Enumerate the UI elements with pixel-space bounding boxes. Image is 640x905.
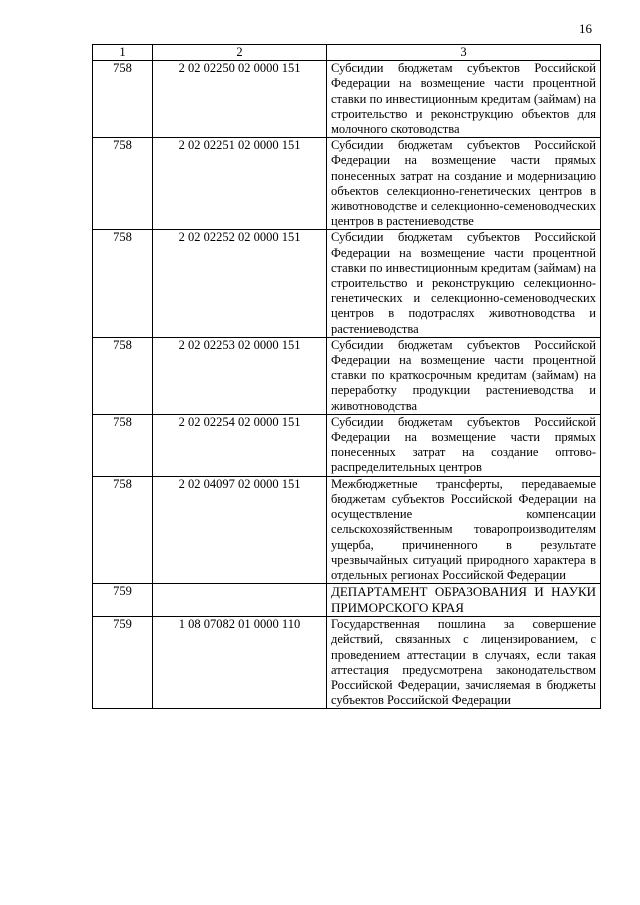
description-cell: Субсидии бюджетам субъектов Российской Федерации на возмещение части процентной ставки по краткосрочным кредитам (займам) на переработку продукции растениеводства и животноводства [327,337,601,414]
admin-code-cell: 758 [93,337,153,414]
budget-code-cell: 2 02 02251 02 0000 151 [153,138,327,230]
budget-code-cell: 2 02 04097 02 0000 151 [153,476,327,583]
column-header-admin: 1 [93,45,153,61]
table-row-department [93,584,601,617]
description-cell: Субсидии бюджетам субъектов Российской Федерации на возмещение части прямых понесенных затрат на создание оптово-распределительных центров [327,414,601,476]
table-row [93,337,601,414]
budget-code-cell [153,584,327,617]
table-row [93,476,601,583]
description-cell: Межбюджетные трансферты, передаваемые бюджетам субъектов Российской Федерации на осуществление компенсации сельскохозяйственным товаропроизводителям ущерба, причиненного в результате чрезвычайных ситуаций природного характера в отдельных регионах Российской Федерации [327,476,601,583]
table-row [93,61,601,138]
table-row [93,617,601,709]
admin-code-cell: 759 [93,617,153,709]
description-cell: Субсидии бюджетам субъектов Российской Федерации на возмещение части прямых понесенных затрат на создание и модернизацию объектов селекционно-генетических центров в животноводстве и селекционно-семеноводческих центров в растениеводстве [327,138,601,230]
table-header-row [93,45,601,61]
admin-code-cell: 758 [93,476,153,583]
admin-code-cell: 758 [93,230,153,337]
admin-code-cell: 758 [93,414,153,476]
table-row [93,138,601,230]
column-header-code: 2 [153,45,327,61]
budget-classification-table [92,44,601,709]
page-number: 16 [579,21,592,36]
table-row [93,230,601,337]
budget-code-cell: 2 02 02253 02 0000 151 [153,337,327,414]
description-cell: Субсидии бюджетам субъектов Российской Федерации на возмещение части процентной ставки по инвестиционным кредитам (займам) на строительство и реконструкцию объектов для молочного скотоводства [327,61,601,138]
admin-code-cell: 759 [93,584,153,617]
budget-code-cell: 1 08 07082 01 0000 110 [153,617,327,709]
column-header-description: 3 [327,45,601,61]
department-heading-cell: ДЕПАРТАМЕНТ ОБРАЗОВАНИЯ И НАУКИ ПРИМОРСКОГО КРАЯ [327,584,601,617]
description-cell: Субсидии бюджетам субъектов Российской Федерации на возмещение части процентной ставки по инвестиционным кредитам (займам) на строительство и реконструкцию селекционно-генетических и селекционно-семеноводческих центров в подотраслях животноводства и растениеводства [327,230,601,337]
admin-code-cell: 758 [93,138,153,230]
table-row [93,414,601,476]
budget-code-cell: 2 02 02254 02 0000 151 [153,414,327,476]
admin-code-cell: 758 [93,61,153,138]
budget-code-cell: 2 02 02250 02 0000 151 [153,61,327,138]
budget-code-cell: 2 02 02252 02 0000 151 [153,230,327,337]
description-cell: Государственная пошлина за совершение действий, связанных с лицензированием, с проведением аттестации в случаях, если такая аттестация предусмотрена законодательством Российской Федерации, зачисляемая в бюджеты субъектов Российской Федерации [327,617,601,709]
